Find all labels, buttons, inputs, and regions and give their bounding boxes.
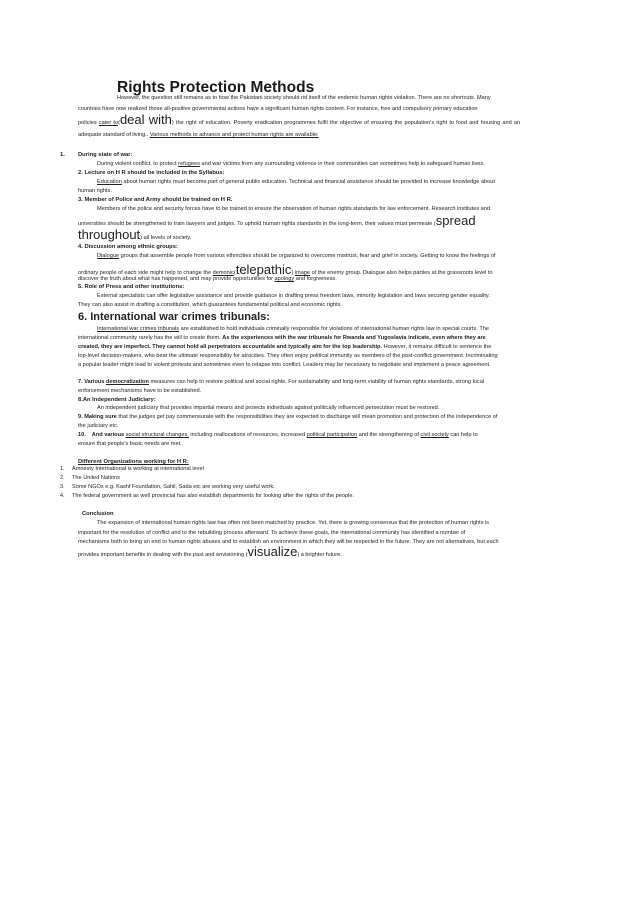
section-4-heading: 4. Discussion among ethnic groups: [78,244,178,250]
s10-word-civil-society: civil society [420,432,449,438]
intro-line-3-rest: ) the right of education. Poverty eradication programmes fulfil the objective of ensuring the population's right to food and housing and an [171,120,521,126]
conclusion-text-c: ) a brighter future. [297,552,342,558]
org-number-3: 3. [60,484,65,490]
s6-text-3b: However, it remains difficult to sentence the [383,344,492,350]
s4-text-3c: and forgiveness. [295,276,337,282]
s2-word-education: Education [97,179,122,185]
paren-open: ( [118,120,120,126]
section-4-line-1 [97,251,563,262]
s10-text-b: including reallocations of resources, increased [190,432,306,438]
organizations-heading: Different Organizations working for H R: [78,459,189,465]
s3-word-spread: spread [435,213,476,228]
s3-text-a: universities should be strengthened to train lawyers and judges. To uphold human rights standards in the long-term, their values must permeate ( [78,221,436,227]
org-item-4: The federal government as well provincial has also establish departments for looking after the rights of the people. [72,493,355,499]
page-title: Rights Protection Methods [117,79,315,96]
org-item-1: Amnesty International is working at international level [72,466,204,472]
conclusion-line-1: The expansion of international human rights law has often not been matched by practice. Yet, there is growing consensus that the protection of human rights is [97,520,490,526]
intro-word-policies: policies [78,120,97,126]
section-2-heading: 2. Lecture on H R should be included in the Syllabus: [78,170,225,176]
section-2-line-2: human rights. [78,188,112,194]
s3-word-throughout: throughout [78,227,141,242]
intro-line-4 [78,130,563,141]
section-7-line-2: enforcement mechanisms have to be established. [78,388,202,394]
section-6-heading: 6. International war crimes tribunals: [78,311,270,323]
org-item-3: Some NGOs e.g. Kashf Foundation, Sahil, Sada etc are working very useful work. [72,484,275,490]
s3-text-b: ) all levels of society. [140,235,192,241]
s10-word-participation: political participation [306,432,358,438]
section-3-line-3 [78,229,563,244]
conclusion-line-2: important for the resolution of conflict and to the rebuilding process afterward. To achieve these goals, the international community has identified a number of [78,530,466,536]
s4-text-a: ordinary people of each side might help to change the [78,270,212,276]
conclusion-text-a: provides important benefits in dealing with the past and envisioning ( [78,552,248,558]
section-5-line-2: They can also assist in drafting a constitution, which guarantees fundamental political and economic rights. [78,302,342,308]
intro-line-3 [78,114,563,129]
conclusion-word-visualize: visualize [247,544,298,559]
s6-text-b: are established to hold individuals criminally responsible for violations of international human rights law in special courts. The [180,326,489,332]
section-3-line-1: Members of the police and security forces have to be trained to ensure the observation of human rights standards for law enforcement. Research institutes and [97,206,491,212]
section-1-heading: During state of war: [78,152,133,158]
s10-text-f: can help to [450,432,478,438]
s1-text-c: and war victims from any surrounding violence in their communities can sometimes help to safeguard human lives. [201,161,485,167]
org-number-2: 2. [60,475,65,481]
section-8-heading: 8.An Independent Judiciary: [78,397,156,403]
s4-text-3a: discover the truth about what has happened, and may provide opportunities for [78,276,273,282]
section-10-line-2: ensure that people's basic needs are met. [78,441,182,447]
section-5-line-1: External specialists can offer legislative assistance and provide guidance in drafting press freedom laws, minority legislation and laws securing gender equality. [97,293,490,299]
intro-word-deal-with: deal with [119,112,172,127]
s7-word-democratization: democratization [106,379,149,385]
s4-word-dialogue: Dialogue [97,253,120,259]
s6-text-2b: As the experiences with the war tribunals for Rwanda and Yugoslavia indicate, even where they are [222,335,486,341]
intro-line-1: However, the question still remains as to how the Pakistani society should rid itself of the endemic human rights violation. There are no shortcuts. Many [117,95,491,101]
s1-text-a: During violent conflict, to protect [97,161,177,167]
section-1-number: 1. [60,152,65,158]
intro-line-4-b: Various methods to advance and protect human rights are available: [149,132,319,138]
s4-paren-close: ) [291,270,294,276]
org-item-2: The United Nations [72,475,120,481]
s4-text-g: of the enemy group. Dialogue also helps parties at the grassroots level to [311,270,493,276]
section-6-line-4: top-level decision-makers, who bear the ultimate responsibility for atrocities. They often enjoy political immunity as members of the post-conflict government. Incriminating [78,353,498,359]
s4-paren-open: ( [233,270,236,276]
section-8-line-1: An independent judiciary that provides impartial means and protects individuals against politically influenced persecution must be restored. [97,405,440,411]
intro-word-cater-to: cater to [98,120,119,126]
s9-head: 9. Making sure [78,414,117,420]
s6-text-2a: international community rarely has the will to create them. [78,335,221,341]
s10-head: 10. And various [78,432,125,438]
section-6-line-5: a popular leader might lead to violent protests and sometimes even to relapse into conflict. Leaders may be necessary to negotiate and implement a peace agreement. [78,362,491,368]
intro-line-2: countries have now realized those all-positive governmental actions have a significant human rights content. For instance, free and compulsory primary education [78,106,478,112]
org-number-1: 1. [60,466,65,472]
s4-word-image: image [294,270,311,276]
s4-text-b: groups that assemble people from various ethnicities should be organized to overcome mistrust, fear and grief in society. Getting to know the feelings of [120,253,496,259]
s6-word-tribunals: International war crimes tribunals [97,326,180,332]
org-number-4: 4. [60,493,65,499]
conclusion-line-4 [78,546,563,561]
s4-word-demonic: demonic [212,270,234,276]
s9-text-1: that the judges get pay commensurate with the responsibilities they are expected to discharge will mean promotion and protection of the independence of [118,414,498,420]
section-5-heading: 5. Role of Press and other institutions: [78,284,185,290]
conclusion-heading: Conclusion [82,511,114,517]
s10-word-structural-changes: social structural changes, [125,432,189,438]
s4-word-apology: apology [274,276,295,282]
s7-text-1: measures can help to restore political and social rights. For sustainability and long-term viability of human rights standards, strong local [150,379,485,385]
section-3-line-2 [78,215,563,230]
conclusion-line-3: mechanisms both to bring an end to human rights abuses and to establish an environment in which they will be respected in the future. They are not alternatives, but each [78,539,499,545]
intro-line-4-a: adequate standard of living.. [78,132,149,138]
s1-word-refugees: refugees [178,161,200,167]
s7-head: 7. Various [78,379,105,385]
s10-text-d: and the strengthening of [358,432,419,438]
s4-word-telepathic: telepathic [235,262,292,277]
section-3-heading: 3. Member of Police and Army should be trained on H R. [78,197,233,203]
s6-text-3a: created, they are imperfect. They cannot hold all perpetrators accountable and typically aim for the top leadership. [78,344,383,350]
s2-text-b: about human rights must become part of general public education. Technical and financial assistance should be provided to increase knowledge about [123,179,495,185]
section-9-line-2: the judiciary etc. [78,423,119,429]
